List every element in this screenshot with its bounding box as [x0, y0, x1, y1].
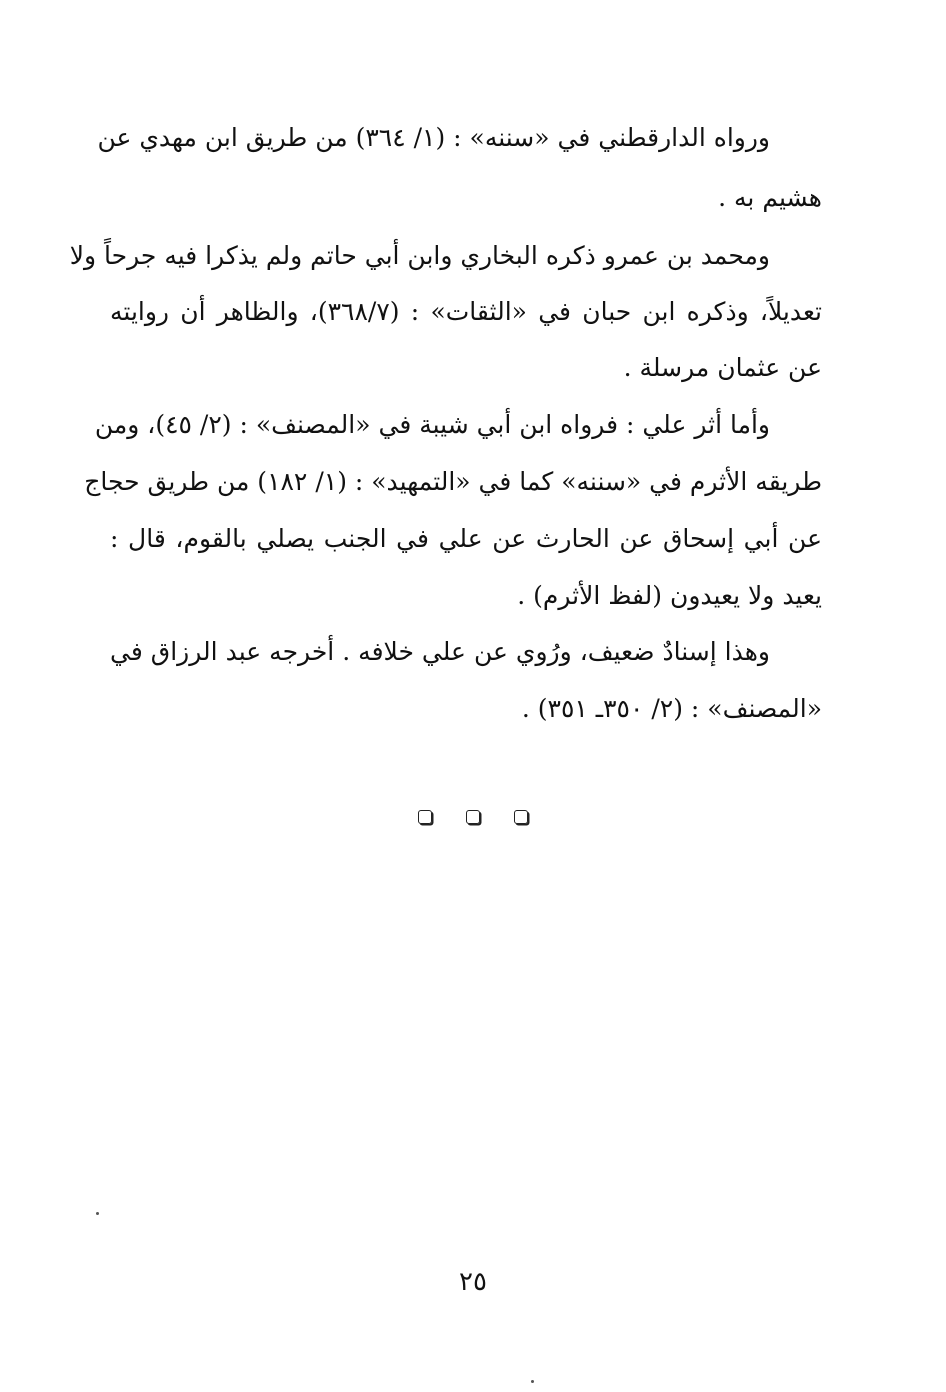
paragraph-3-line-1: وأما أثر علي : فرواه ابن أبي شيبة في «المصنف» : (٢/ ٤٥)، ومن	[94, 410, 770, 439]
paragraph-2-line-3: عن عثمان مرسلة .	[623, 353, 822, 382]
paragraph-1-line-2: هشيم به .	[718, 183, 822, 212]
separator-square-icon	[514, 810, 528, 824]
page-number: ٢٥	[459, 1267, 487, 1297]
paragraph-1-line-1: ورواه الدارقطني في «سننه» : (١/ ٣٦٤) من طريق ابن مهدي عن	[97, 123, 770, 152]
paragraph-4-line-2: «المصنف» : (٢/ ٣٥٠ـ ٣٥١) .	[521, 694, 822, 723]
paragraph-2-line-1: ومحمد بن عمرو ذكره البخاري وابن أبي حاتم ولم يذكرا فيه جرحاً ولا	[69, 241, 770, 270]
section-separator	[0, 810, 946, 824]
paragraph-4-line-1: وهذا إسنادٌ ضعيف، ورُوي عن علي خلافه . أخرجه عبد الرزاق في	[110, 637, 770, 666]
separator-square-icon	[466, 810, 480, 824]
scan-speck	[96, 1212, 99, 1215]
paragraph-3-line-2: طريقه الأثرم في «سننه» كما في «التمهيد» : (١/ ١٨٢) من طريق حجاج	[84, 467, 822, 496]
separator-square-icon	[418, 810, 432, 824]
paragraph-2-line-2: تعديلاً، وذكره ابن حبان في «الثقات» : (٣٦٨/٧)، والظاهر أن روايته	[110, 297, 822, 326]
paragraph-3-line-4: يعيد ولا يعيدون (لفظ الأثرم) .	[517, 581, 822, 610]
paragraph-3-line-3: عن أبي إسحاق عن الحارث عن علي في الجنب يصلي بالقوم، قال :	[110, 524, 822, 553]
scan-speck	[531, 1380, 534, 1383]
